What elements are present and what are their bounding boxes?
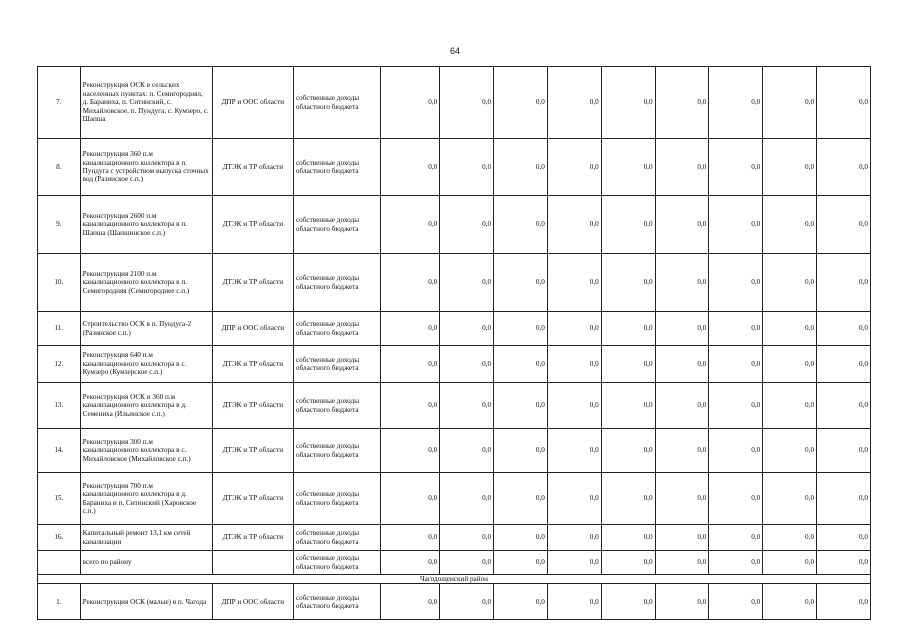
value-cell: 0,0 [494, 551, 548, 575]
table-row [38, 525, 871, 551]
row-number: 7. [38, 67, 81, 139]
measure-name: Строительство ОСК в п. Пундуга-2 (Разинское с.п.) [80, 312, 212, 346]
executor: ДТЭК и ТР области [212, 254, 293, 312]
value-cell: 0,0 [763, 429, 817, 473]
value-cell: 0,0 [655, 254, 709, 312]
row-number: 15. [38, 473, 81, 525]
row-number: 14. [38, 429, 81, 473]
funding-source: собственные доходы областного бюджета [293, 67, 380, 139]
table-row [38, 67, 871, 139]
value-cell: 0,0 [817, 429, 871, 473]
value-cell: 0,0 [547, 139, 601, 196]
value-cell: 0,0 [709, 429, 763, 473]
row-number: 9. [38, 196, 81, 254]
value-cell: 0,0 [601, 346, 655, 383]
table-row [38, 429, 871, 473]
value-cell: 0,0 [494, 525, 548, 551]
value-cell: 0,0 [655, 525, 709, 551]
funding-source: собственные доходы областного бюджета [293, 473, 380, 525]
row-number: 11. [38, 312, 81, 346]
value-cell: 0,0 [817, 254, 871, 312]
district-header-row [38, 575, 871, 584]
value-cell: 0,0 [763, 525, 817, 551]
table-row [38, 196, 871, 254]
value-cell: 0,0 [547, 196, 601, 254]
value-cell: 0,0 [440, 473, 494, 525]
page-number: 64 [449, 46, 460, 56]
value-cell: 0,0 [763, 139, 817, 196]
value-cell: 0,0 [655, 196, 709, 254]
value-cell: 0,0 [709, 312, 763, 346]
value-cell: 0,0 [709, 254, 763, 312]
row-number: 8. [38, 139, 81, 196]
value-cell: 0,0 [440, 525, 494, 551]
table-row [38, 584, 871, 620]
measure-name: Капитальный ремонт 13,1 км сетей канализации [80, 525, 212, 551]
value-cell: 0,0 [494, 67, 548, 139]
value-cell: 0,0 [440, 139, 494, 196]
district-title: Чагодощенский район [38, 575, 871, 584]
table-row [38, 383, 871, 429]
value-cell: 0,0 [381, 67, 440, 139]
executor: ДПР и ООС области [212, 312, 293, 346]
value-cell: 0,0 [601, 383, 655, 429]
value-cell: 0,0 [817, 196, 871, 254]
value-cell: 0,0 [440, 551, 494, 575]
measure-name: Реконструкция 640 п.м канализационного коллектора в с. Кумзеро (Кумзерское с.п.) [80, 346, 212, 383]
value-cell: 0,0 [494, 312, 548, 346]
value-cell: 0,0 [547, 312, 601, 346]
value-cell: 0,0 [381, 196, 440, 254]
value-cell: 0,0 [763, 67, 817, 139]
value-cell: 0,0 [547, 254, 601, 312]
value-cell: 0,0 [601, 525, 655, 551]
table-row [38, 551, 871, 575]
value-cell: 0,0 [547, 67, 601, 139]
value-cell: 0,0 [817, 473, 871, 525]
value-cell: 0,0 [709, 383, 763, 429]
value-cell: 0,0 [709, 346, 763, 383]
value-cell: 0,0 [709, 139, 763, 196]
value-cell: 0,0 [381, 383, 440, 429]
value-cell: 0,0 [494, 473, 548, 525]
value-cell: 0,0 [817, 383, 871, 429]
value-cell: 0,0 [547, 525, 601, 551]
value-cell: 0,0 [494, 429, 548, 473]
executor: ДТЭК и ТР области [212, 346, 293, 383]
value-cell: 0,0 [655, 346, 709, 383]
value-cell: 0,0 [381, 139, 440, 196]
value-cell: 0,0 [817, 525, 871, 551]
value-cell: 0,0 [817, 312, 871, 346]
value-cell: 0,0 [763, 196, 817, 254]
value-cell: 0,0 [763, 254, 817, 312]
value-cell: 0,0 [601, 584, 655, 620]
value-cell: 0,0 [709, 473, 763, 525]
value-cell: 0,0 [709, 525, 763, 551]
measure-name: всего по району [80, 551, 212, 575]
value-cell: 0,0 [601, 429, 655, 473]
value-cell: 0,0 [817, 346, 871, 383]
executor: ДПР и ООС области [212, 584, 293, 620]
value-cell: 0,0 [381, 584, 440, 620]
value-cell: 0,0 [763, 584, 817, 620]
value-cell: 0,0 [601, 139, 655, 196]
value-cell: 0,0 [655, 429, 709, 473]
value-cell: 0,0 [709, 584, 763, 620]
value-cell: 0,0 [381, 473, 440, 525]
value-cell: 0,0 [655, 584, 709, 620]
table-row [38, 312, 871, 346]
measure-name: Реконструкция 700 п.м канализационного коллектора в д. Бараниха и п. Ситинский (Харовское с.п.) [80, 473, 212, 525]
value-cell: 0,0 [547, 429, 601, 473]
value-cell: 0,0 [601, 196, 655, 254]
value-cell: 0,0 [494, 584, 548, 620]
value-cell: 0,0 [440, 584, 494, 620]
funding-source: собственные доходы областного бюджета [293, 551, 380, 575]
value-cell: 0,0 [494, 196, 548, 254]
value-cell: 0,0 [763, 473, 817, 525]
row-number [38, 551, 81, 575]
value-cell: 0,0 [763, 383, 817, 429]
value-cell: 0,0 [547, 551, 601, 575]
value-cell: 0,0 [601, 551, 655, 575]
value-cell: 0,0 [494, 383, 548, 429]
row-number: 10. [38, 254, 81, 312]
value-cell: 0,0 [601, 67, 655, 139]
value-cell: 0,0 [440, 429, 494, 473]
measure-name: Реконструкция ОСК и 360 п.м канализационного коллектора в д. Семениха (Ильинское с.п.) [80, 383, 212, 429]
value-cell: 0,0 [817, 67, 871, 139]
value-cell: 0,0 [655, 139, 709, 196]
value-cell: 0,0 [655, 67, 709, 139]
value-cell: 0,0 [547, 473, 601, 525]
executor [212, 551, 293, 575]
value-cell: 0,0 [440, 254, 494, 312]
measure-name: Реконструкция 360 п.м канализационного коллектора в п. Пундуга с устройством выпуска сточных вод (Разинское с.п.) [80, 139, 212, 196]
value-cell: 0,0 [709, 67, 763, 139]
value-cell: 0,0 [494, 346, 548, 383]
value-cell: 0,0 [547, 346, 601, 383]
value-cell: 0,0 [655, 383, 709, 429]
budget-table [37, 66, 871, 620]
value-cell: 0,0 [440, 312, 494, 346]
value-cell: 0,0 [440, 383, 494, 429]
value-cell: 0,0 [440, 196, 494, 254]
measure-name: Реконструкция ОСК в сельских населенных пунктах: п. Семигороднял, д. Бараниха, п. Ситинский, с. Михайловское, п. Пундуга, с. Кумзеро, с. Шапша [80, 67, 212, 139]
executor: ДПР и ООС области [212, 67, 293, 139]
measure-name: Реконструкция 2600 п.м канализационного коллектора в п. Шапша (Шапшинское с.п.) [80, 196, 212, 254]
value-cell: 0,0 [655, 551, 709, 575]
funding-source: собственные доходы областного бюджета [293, 346, 380, 383]
value-cell: 0,0 [817, 584, 871, 620]
measure-name: Реконструкция 2100 п.м канализационного коллектора в п. Семигородняя (Семигороднее с.п.) [80, 254, 212, 312]
value-cell: 0,0 [817, 551, 871, 575]
funding-source: собственные доходы областного бюджета [293, 254, 380, 312]
executor: ДТЭК и ТР области [212, 429, 293, 473]
value-cell: 0,0 [381, 525, 440, 551]
value-cell: 0,0 [547, 383, 601, 429]
row-number: 12. [38, 346, 81, 383]
value-cell: 0,0 [709, 196, 763, 254]
funding-source: собственные доходы областного бюджета [293, 312, 380, 346]
table-row [38, 346, 871, 383]
executor: ДТЭК и ТР области [212, 139, 293, 196]
value-cell: 0,0 [601, 254, 655, 312]
executor: ДТЭК и ТР области [212, 383, 293, 429]
value-cell: 0,0 [817, 139, 871, 196]
value-cell: 0,0 [601, 473, 655, 525]
value-cell: 0,0 [494, 254, 548, 312]
executor: ДТЭК и ТР области [212, 525, 293, 551]
row-number: 16. [38, 525, 81, 551]
funding-source: собственные доходы областного бюджета [293, 139, 380, 196]
measure-name: Реконструкция ОСК (малые) в п. Чагода [80, 584, 212, 620]
table-row [38, 139, 871, 196]
row-number: 1. [38, 584, 81, 620]
table-row [38, 254, 871, 312]
value-cell: 0,0 [440, 346, 494, 383]
value-cell: 0,0 [763, 551, 817, 575]
value-cell: 0,0 [440, 67, 494, 139]
value-cell: 0,0 [381, 312, 440, 346]
row-number: 13. [38, 383, 81, 429]
funding-source: собственные доходы областного бюджета [293, 584, 380, 620]
value-cell: 0,0 [381, 429, 440, 473]
value-cell: 0,0 [655, 312, 709, 346]
value-cell: 0,0 [381, 346, 440, 383]
funding-source: собственные доходы областного бюджета [293, 196, 380, 254]
funding-source: собственные доходы областного бюджета [293, 383, 380, 429]
value-cell: 0,0 [381, 551, 440, 575]
value-cell: 0,0 [709, 551, 763, 575]
value-cell: 0,0 [601, 312, 655, 346]
table-body [38, 67, 871, 620]
funding-source: собственные доходы областного бюджета [293, 429, 380, 473]
value-cell: 0,0 [763, 346, 817, 383]
measure-name: Реконструкция 300 п.м канализационного коллектора в с. Михайловское (Михайловское с.п.) [80, 429, 212, 473]
value-cell: 0,0 [494, 139, 548, 196]
funding-source: собственные доходы областного бюджета [293, 525, 380, 551]
value-cell: 0,0 [547, 584, 601, 620]
table-row [38, 473, 871, 525]
value-cell: 0,0 [381, 254, 440, 312]
value-cell: 0,0 [655, 473, 709, 525]
executor: ДТЭК и ТР области [212, 196, 293, 254]
value-cell: 0,0 [763, 312, 817, 346]
executor: ДТЭК и ТР области [212, 473, 293, 525]
